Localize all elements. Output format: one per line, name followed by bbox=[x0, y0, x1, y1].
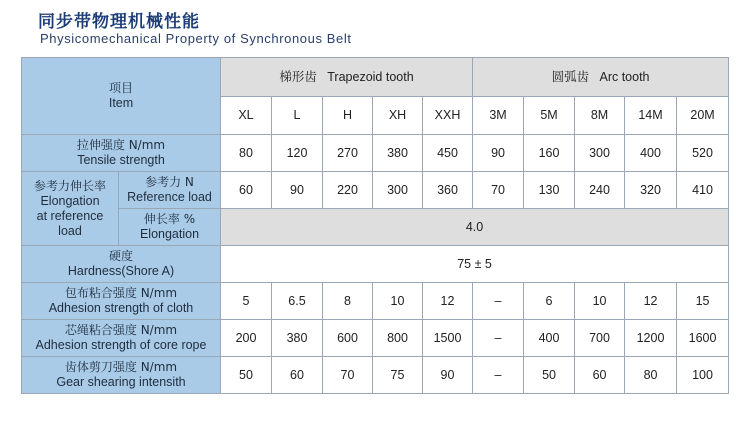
elongation-group-en1: Elongation bbox=[40, 193, 100, 208]
elongation-group-en2: at reference load bbox=[36, 208, 104, 238]
shear-row bbox=[22, 357, 729, 394]
core-adhesion-value: 1500 bbox=[423, 320, 473, 357]
reference-load-value: 360 bbox=[423, 172, 473, 209]
shear-value: 60 bbox=[575, 357, 625, 394]
cloth-adhesion-value: 10 bbox=[373, 283, 423, 320]
belt-type-cell: H bbox=[323, 97, 373, 135]
cloth-adhesion-value: 5 bbox=[221, 283, 272, 320]
core-adhesion-value: 1200 bbox=[625, 320, 677, 357]
core-adhesion-cn: 芯绳粘合强度 N/mm bbox=[64, 323, 178, 337]
shear-value: 70 bbox=[323, 357, 373, 394]
tensile-value: 80 bbox=[221, 135, 272, 172]
tensile-value: 380 bbox=[373, 135, 423, 172]
cloth-adhesion-value: 6 bbox=[524, 283, 575, 320]
shear-label-en: Gear shearing intensith bbox=[56, 375, 186, 389]
reference-load-row bbox=[22, 172, 729, 209]
belt-type-cell: 8M bbox=[575, 97, 625, 135]
reference-load-value: 60 bbox=[221, 172, 272, 209]
item-header-cn: 项目 bbox=[108, 81, 133, 95]
belt-type-cell: L bbox=[272, 97, 323, 135]
shear-value: – bbox=[473, 357, 524, 394]
core-adhesion-label bbox=[22, 320, 221, 357]
belt-type-cell: 20M bbox=[677, 97, 729, 135]
core-adhesion-value: 800 bbox=[373, 320, 423, 357]
tensile-value: 300 bbox=[575, 135, 625, 172]
reference-load-value: 90 bbox=[272, 172, 323, 209]
shear-value: 60 bbox=[272, 357, 323, 394]
belt-type-cell: XL bbox=[221, 97, 272, 135]
cloth-adhesion-value: 15 bbox=[677, 283, 729, 320]
core-adhesion-value: 600 bbox=[323, 320, 373, 357]
shear-label-cn: 齿体剪刀强度 N/mm bbox=[64, 360, 178, 374]
tensile-label bbox=[22, 135, 221, 172]
core-adhesion-value: 1600 bbox=[677, 320, 729, 357]
tensile-value: 520 bbox=[677, 135, 729, 172]
elongation-rate-label bbox=[119, 209, 221, 246]
elongation-group-cn: 参考力伸长率 bbox=[33, 178, 106, 193]
tensile-value: 450 bbox=[423, 135, 473, 172]
cloth-adhesion-value: 12 bbox=[423, 283, 473, 320]
belt-type-cell: XXH bbox=[423, 97, 473, 135]
shear-value: 80 bbox=[625, 357, 677, 394]
tensile-value: 270 bbox=[323, 135, 373, 172]
cloth-adhesion-en: Adhesion strength of cloth bbox=[48, 301, 194, 315]
tensile-label-en: Tensile strength bbox=[77, 153, 165, 167]
reference-load-cn: 参考力 N bbox=[145, 175, 194, 189]
tensile-value: 120 bbox=[272, 135, 323, 172]
belt-type-cell: 5M bbox=[524, 97, 575, 135]
cloth-adhesion-value: 10 bbox=[575, 283, 625, 320]
item-header bbox=[22, 58, 221, 135]
cloth-adhesion-row bbox=[22, 283, 729, 320]
reference-load-value: 130 bbox=[524, 172, 575, 209]
elongation-rate-row bbox=[22, 209, 729, 246]
reference-load-value: 70 bbox=[473, 172, 524, 209]
trapezoid-tooth-header: 梯形齿 Trapezoid tooth bbox=[221, 58, 473, 97]
elongation-rate-cn: 伸长率 % bbox=[143, 212, 196, 226]
hardness-value: 75 ± 5 bbox=[221, 246, 729, 283]
cloth-adhesion-value: – bbox=[473, 283, 524, 320]
elongation-rate-en: Elongation bbox=[139, 227, 200, 241]
item-header-en: Item bbox=[108, 96, 134, 110]
page-title-en: Physicomechanical Property of Synchronous Belt bbox=[40, 31, 352, 46]
cloth-adhesion-value: 6.5 bbox=[272, 283, 323, 320]
core-adhesion-value: – bbox=[473, 320, 524, 357]
page-title-cn: 同步带物理机械性能 bbox=[38, 12, 200, 32]
core-adhesion-row bbox=[22, 320, 729, 357]
core-adhesion-value: 200 bbox=[221, 320, 272, 357]
belt-type-cell: 3M bbox=[473, 97, 524, 135]
tensile-value: 160 bbox=[524, 135, 575, 172]
shear-value: 100 bbox=[677, 357, 729, 394]
core-adhesion-value: 400 bbox=[524, 320, 575, 357]
reference-load-en: Reference load bbox=[127, 190, 212, 204]
elongation-rate-value: 4.0 bbox=[221, 209, 729, 246]
cloth-adhesion-cn: 包布粘合强度 N/mm bbox=[64, 286, 178, 300]
cloth-adhesion-value: 12 bbox=[625, 283, 677, 320]
tensile-label-cn: 拉伸强度 N/mm bbox=[76, 138, 166, 152]
hardness-row bbox=[22, 246, 729, 283]
core-adhesion-value: 380 bbox=[272, 320, 323, 357]
cloth-adhesion-value: 8 bbox=[323, 283, 373, 320]
belt-type-cell: 14M bbox=[625, 97, 677, 135]
reference-load-value: 320 bbox=[625, 172, 677, 209]
shear-value: 90 bbox=[423, 357, 473, 394]
belt-type-cell: XH bbox=[373, 97, 423, 135]
core-adhesion-en: Adhesion strength of core rope bbox=[35, 338, 207, 352]
reference-load-value: 300 bbox=[373, 172, 423, 209]
tensile-row bbox=[22, 135, 729, 172]
tensile-value: 400 bbox=[625, 135, 677, 172]
hardness-label-en: Hardness(Shore A) bbox=[67, 264, 175, 278]
property-table bbox=[21, 57, 729, 394]
hardness-label bbox=[22, 246, 221, 283]
shear-value: 75 bbox=[373, 357, 423, 394]
hardness-label-cn: 硬度 bbox=[108, 249, 133, 263]
cloth-adhesion-label bbox=[22, 283, 221, 320]
reference-load-label bbox=[119, 172, 221, 209]
reference-load-value: 410 bbox=[677, 172, 729, 209]
elongation-group-label bbox=[22, 172, 119, 246]
reference-load-value: 240 bbox=[575, 172, 625, 209]
reference-load-value: 220 bbox=[323, 172, 373, 209]
shear-label bbox=[22, 357, 221, 394]
shear-value: 50 bbox=[524, 357, 575, 394]
shear-value: 50 bbox=[221, 357, 272, 394]
arc-tooth-header: 圆弧齿 Arc tooth bbox=[473, 58, 729, 97]
core-adhesion-value: 700 bbox=[575, 320, 625, 357]
tensile-value: 90 bbox=[473, 135, 524, 172]
